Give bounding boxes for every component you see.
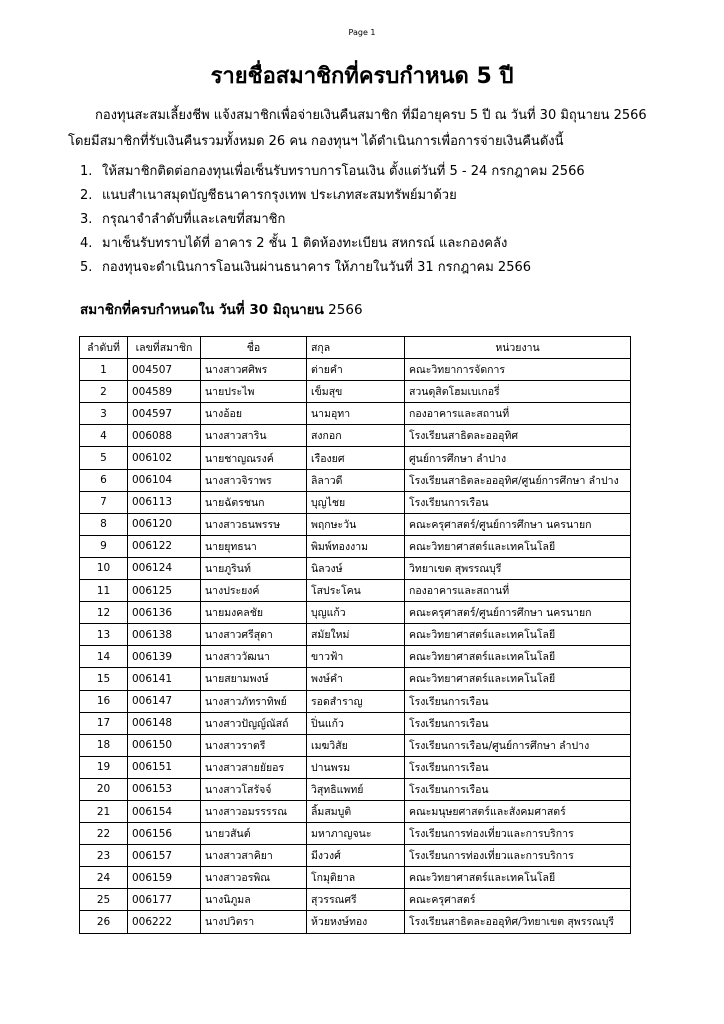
cell-department: โรงเรียนการเรือน — [405, 778, 631, 800]
cell-seq: 19 — [80, 756, 128, 778]
cell-department: คณะวิทยาศาสตร์และเทคโนโลยี — [405, 535, 631, 557]
cell-first-name: นางสาวโสรัจจ์ — [201, 778, 307, 800]
cell-seq: 22 — [80, 823, 128, 845]
cell-department: คณะวิทยาศาสตร์และเทคโนโลยี — [405, 624, 631, 646]
cell-last-name: พงษ์คำ — [307, 668, 405, 690]
table-row — [80, 889, 631, 911]
instruction-item — [80, 187, 585, 211]
cell-last-name: ลิลาวดี — [307, 469, 405, 491]
instruction-number: 1. — [80, 164, 93, 179]
cell-last-name: พฤกษะวัน — [307, 513, 405, 535]
cell-last-name: สมัยใหม่ — [307, 624, 405, 646]
header-seq: ลำดับที่ — [80, 337, 128, 359]
instruction-text: กองทุนจะดำเนินการโอนเงินผ่านธนาคาร ให้ภายในวันที่ 31 กรกฎาคม 2566 — [102, 260, 532, 275]
cell-department: คณะวิทยาศาสตร์และเทคโนโลยี — [405, 646, 631, 668]
cell-last-name: รอดสำราญ — [307, 690, 405, 712]
cell-first-name: นางสาวอมรรรรณ — [201, 800, 307, 822]
table-row — [80, 535, 631, 557]
cell-seq: 8 — [80, 513, 128, 535]
cell-seq: 21 — [80, 800, 128, 822]
cell-department: โรงเรียนการเรือน/ศูนย์การศึกษา ลำปาง — [405, 734, 631, 756]
table-row — [80, 469, 631, 491]
cell-first-name: นางสาวสาคิยา — [201, 845, 307, 867]
table-row — [80, 712, 631, 734]
cell-last-name: บุญแก้ว — [307, 602, 405, 624]
cell-seq: 2 — [80, 381, 128, 403]
cell-first-name: นางปวิตรา — [201, 911, 307, 933]
cell-department: สวนดุสิตโฮมเบเกอรี่ — [405, 381, 631, 403]
cell-last-name: เข็มสุข — [307, 381, 405, 403]
cell-last-name: ปิ่นแก้ว — [307, 712, 405, 734]
cell-seq: 16 — [80, 690, 128, 712]
cell-department: โรงเรียนสาธิตละอออุทิศ/ศูนย์การศึกษา ลำปาง — [405, 469, 631, 491]
cell-first-name: นายมงคลชัย — [201, 602, 307, 624]
cell-seq: 20 — [80, 778, 128, 800]
cell-seq: 6 — [80, 469, 128, 491]
cell-seq: 4 — [80, 425, 128, 447]
cell-member-id: 006122 — [128, 535, 201, 557]
cell-last-name: วิสุทธิแพทย์ — [307, 778, 405, 800]
table-row — [80, 800, 631, 822]
cell-last-name: นามอุทา — [307, 403, 405, 425]
table-row — [80, 359, 631, 381]
cell-seq: 7 — [80, 491, 128, 513]
cell-first-name: นางประยงค์ — [201, 580, 307, 602]
cell-seq: 23 — [80, 845, 128, 867]
intro-line-1: กองทุนสะสมเลี้ยงชีพ แจ้งสมาชิกเพื่อจ่ายเงินคืนสมาชิก ที่มีอายุครบ 5 ปี ณ วันที่ 30 มิถุนายน 2566 — [95, 108, 647, 123]
cell-member-id: 006154 — [128, 800, 201, 822]
cell-department: คณะครุศาสตร์ — [405, 889, 631, 911]
instruction-list — [80, 163, 585, 283]
cell-last-name: บุญไชย — [307, 491, 405, 513]
instruction-item — [80, 235, 585, 259]
cell-seq: 12 — [80, 602, 128, 624]
cell-member-id: 006138 — [128, 624, 201, 646]
cell-member-id: 006136 — [128, 602, 201, 624]
cell-department: โรงเรียนการเรือน — [405, 690, 631, 712]
cell-first-name: นางสาววัฒนา — [201, 646, 307, 668]
cell-member-id: 006153 — [128, 778, 201, 800]
cell-department: คณะมนุษยศาสตร์และสังคมศาสตร์ — [405, 800, 631, 822]
page-number-label: Page 1 — [348, 28, 376, 37]
header-last-name: สกุล — [307, 337, 405, 359]
table-row — [80, 778, 631, 800]
table-row — [80, 646, 631, 668]
table-header-row — [80, 337, 631, 359]
cell-seq: 1 — [80, 359, 128, 381]
cell-first-name: นายวสันต์ — [201, 823, 307, 845]
cell-department: โรงเรียนการท่องเที่ยวและการบริการ — [405, 845, 631, 867]
table-row — [80, 513, 631, 535]
cell-seq: 18 — [80, 734, 128, 756]
cell-seq: 17 — [80, 712, 128, 734]
table-row — [80, 911, 631, 933]
cell-last-name: พิมพ์ทองงาม — [307, 535, 405, 557]
instruction-number: 4. — [80, 236, 93, 251]
members-table — [79, 336, 631, 934]
cell-last-name: มหาภาญจนะ — [307, 823, 405, 845]
table-row — [80, 624, 631, 646]
cell-department: คณะวิทยาการจัดการ — [405, 359, 631, 381]
cell-member-id: 006120 — [128, 513, 201, 535]
cell-department: ศูนย์การศึกษา ลำปาง — [405, 447, 631, 469]
cell-last-name: เรืองยศ — [307, 447, 405, 469]
instruction-item — [80, 259, 585, 283]
cell-seq: 24 — [80, 867, 128, 889]
cell-last-name: ห้วยหงษ์ทอง — [307, 911, 405, 933]
cell-first-name: นายสยามพงษ์ — [201, 668, 307, 690]
cell-first-name: นายประไพ — [201, 381, 307, 403]
instruction-text: มาเซ็นรับทราบได้ที่ อาคาร 2 ชั้น 1 ติดห้องทะเบียน สหกรณ์ และกองคลัง — [102, 236, 508, 251]
cell-department: กองอาคารและสถานที่ — [405, 403, 631, 425]
cell-member-id: 006104 — [128, 469, 201, 491]
cell-first-name: นางอ้อย — [201, 403, 307, 425]
cell-department: กองอาคารและสถานที่ — [405, 580, 631, 602]
cell-first-name: นางสาวสายยัยอร — [201, 756, 307, 778]
cell-first-name: นางสาวธนพรรษ — [201, 513, 307, 535]
table-row — [80, 557, 631, 579]
cell-department: คณะครุศาสตร์/ศูนย์การศึกษา นครนายก — [405, 602, 631, 624]
cell-first-name: นายฉัตรชนก — [201, 491, 307, 513]
cell-first-name: นางสาวจิราพร — [201, 469, 307, 491]
cell-member-id: 006113 — [128, 491, 201, 513]
cell-first-name: นายยุทธนา — [201, 535, 307, 557]
cell-member-id: 006148 — [128, 712, 201, 734]
cell-first-name: นางนิภูมล — [201, 889, 307, 911]
cell-member-id: 006147 — [128, 690, 201, 712]
cell-last-name: โสประโคน — [307, 580, 405, 602]
cell-last-name: โกมุติยาล — [307, 867, 405, 889]
cell-last-name: นิลวงษ์ — [307, 557, 405, 579]
table-row — [80, 491, 631, 513]
cell-member-id: 006125 — [128, 580, 201, 602]
cell-member-id: 006124 — [128, 557, 201, 579]
members-subheading — [80, 298, 363, 320]
cell-first-name: นางสาวปัญญ์ณัสถ์ — [201, 712, 307, 734]
cell-member-id: 004589 — [128, 381, 201, 403]
cell-member-id: 006102 — [128, 447, 201, 469]
cell-seq: 26 — [80, 911, 128, 933]
cell-department: โรงเรียนสาธิตละอออุทิศ — [405, 425, 631, 447]
cell-first-name: นางสาวราตรี — [201, 734, 307, 756]
cell-department: วิทยาเขต สุพรรณบุรี — [405, 557, 631, 579]
cell-member-id: 004507 — [128, 359, 201, 381]
cell-department: คณะครุศาสตร์/ศูนย์การศึกษา นครนายก — [405, 513, 631, 535]
cell-member-id: 006159 — [128, 867, 201, 889]
cell-seq: 13 — [80, 624, 128, 646]
instruction-text: ให้สมาชิกติดต่อกองทุนเพื่อเซ็นรับทราบการโอนเงิน ตั้งแต่วันที่ 5 - 24 กรกฎาคม 2566 — [102, 164, 585, 179]
table-row — [80, 403, 631, 425]
cell-seq: 11 — [80, 580, 128, 602]
cell-member-id: 006177 — [128, 889, 201, 911]
cell-first-name: นางสาวศศิพร — [201, 359, 307, 381]
subheading-label: สมาชิกที่ครบกำหนดใน วันที่ 30 มิถุนายน — [80, 302, 324, 318]
cell-department: โรงเรียนการเรือน — [405, 756, 631, 778]
cell-last-name: ลิ้มสมบูติ — [307, 800, 405, 822]
cell-last-name: สงกอก — [307, 425, 405, 447]
cell-seq: 15 — [80, 668, 128, 690]
cell-member-id: 004597 — [128, 403, 201, 425]
cell-last-name: ปานพรม — [307, 756, 405, 778]
cell-last-name: เมฆวิสัย — [307, 734, 405, 756]
cell-first-name: นายชาญณรงค์ — [201, 447, 307, 469]
intro-line-2: โดยมีสมาชิกที่รับเงินคืนรวมทั้งหมด 26 คน กองทุนฯ ได้ดำเนินการเพื่อการจ่ายเงินคืนดังนี้ — [68, 134, 564, 149]
cell-last-name: ขาวฟ้า — [307, 646, 405, 668]
cell-first-name: นางสาวภัทราทิพย์ — [201, 690, 307, 712]
instruction-text: แนบสำเนาสมุดบัญชีธนาคารกรุงเทพ ประเภทสะสมทรัพย์มาด้วย — [102, 188, 457, 203]
header-department: หน่วยงาน — [405, 337, 631, 359]
cell-seq: 3 — [80, 403, 128, 425]
document-title: รายชื่อสมาชิกที่ครบกำหนด 5 ปี — [210, 64, 514, 89]
table-body — [80, 359, 631, 933]
instruction-number: 2. — [80, 188, 93, 203]
cell-seq: 10 — [80, 557, 128, 579]
cell-seq: 25 — [80, 889, 128, 911]
cell-seq: 9 — [80, 535, 128, 557]
table-row — [80, 690, 631, 712]
instruction-item — [80, 163, 585, 187]
cell-last-name: มีงวงศ์ — [307, 845, 405, 867]
table-row — [80, 602, 631, 624]
table-row — [80, 381, 631, 403]
cell-first-name: นายภูรินท์ — [201, 557, 307, 579]
instruction-number: 5. — [80, 260, 93, 275]
cell-seq: 5 — [80, 447, 128, 469]
cell-department: คณะวิทยาศาสตร์และเทคโนโลยี — [405, 867, 631, 889]
cell-member-id: 006222 — [128, 911, 201, 933]
cell-member-id: 006139 — [128, 646, 201, 668]
table-row — [80, 867, 631, 889]
cell-first-name: นางสาวสาริน — [201, 425, 307, 447]
cell-department: โรงเรียนสาธิตละอออุทิศ/วิทยาเขต สุพรรณบุรี — [405, 911, 631, 933]
cell-last-name: ต่ายคำ — [307, 359, 405, 381]
cell-first-name: นางสาวอรพิณ — [201, 867, 307, 889]
table-row — [80, 845, 631, 867]
cell-first-name: นางสาวศรีสุดา — [201, 624, 307, 646]
table-row — [80, 447, 631, 469]
cell-seq: 14 — [80, 646, 128, 668]
cell-member-id: 006151 — [128, 756, 201, 778]
cell-department: คณะวิทยาศาสตร์และเทคโนโลยี — [405, 668, 631, 690]
subheading-year: 2566 — [323, 302, 363, 318]
instruction-number: 3. — [80, 212, 93, 227]
cell-department: โรงเรียนการเรือน — [405, 712, 631, 734]
table-row — [80, 668, 631, 690]
cell-department: โรงเรียนการเรือน — [405, 491, 631, 513]
table-row — [80, 425, 631, 447]
cell-member-id: 006157 — [128, 845, 201, 867]
cell-member-id: 006156 — [128, 823, 201, 845]
instruction-text: กรุณาจำลำดับที่และเลขที่สมาชิก — [102, 212, 286, 227]
instruction-item — [80, 211, 585, 235]
cell-last-name: สุวรรณศรี — [307, 889, 405, 911]
table-row — [80, 823, 631, 845]
cell-member-id: 006088 — [128, 425, 201, 447]
table-row — [80, 580, 631, 602]
cell-member-id: 006141 — [128, 668, 201, 690]
table-row — [80, 756, 631, 778]
cell-member-id: 006150 — [128, 734, 201, 756]
table-row — [80, 734, 631, 756]
header-first-name: ชื่อ — [201, 337, 307, 359]
cell-department: โรงเรียนการท่องเที่ยวและการบริการ — [405, 823, 631, 845]
header-member-id: เลขที่สมาชิก — [128, 337, 201, 359]
